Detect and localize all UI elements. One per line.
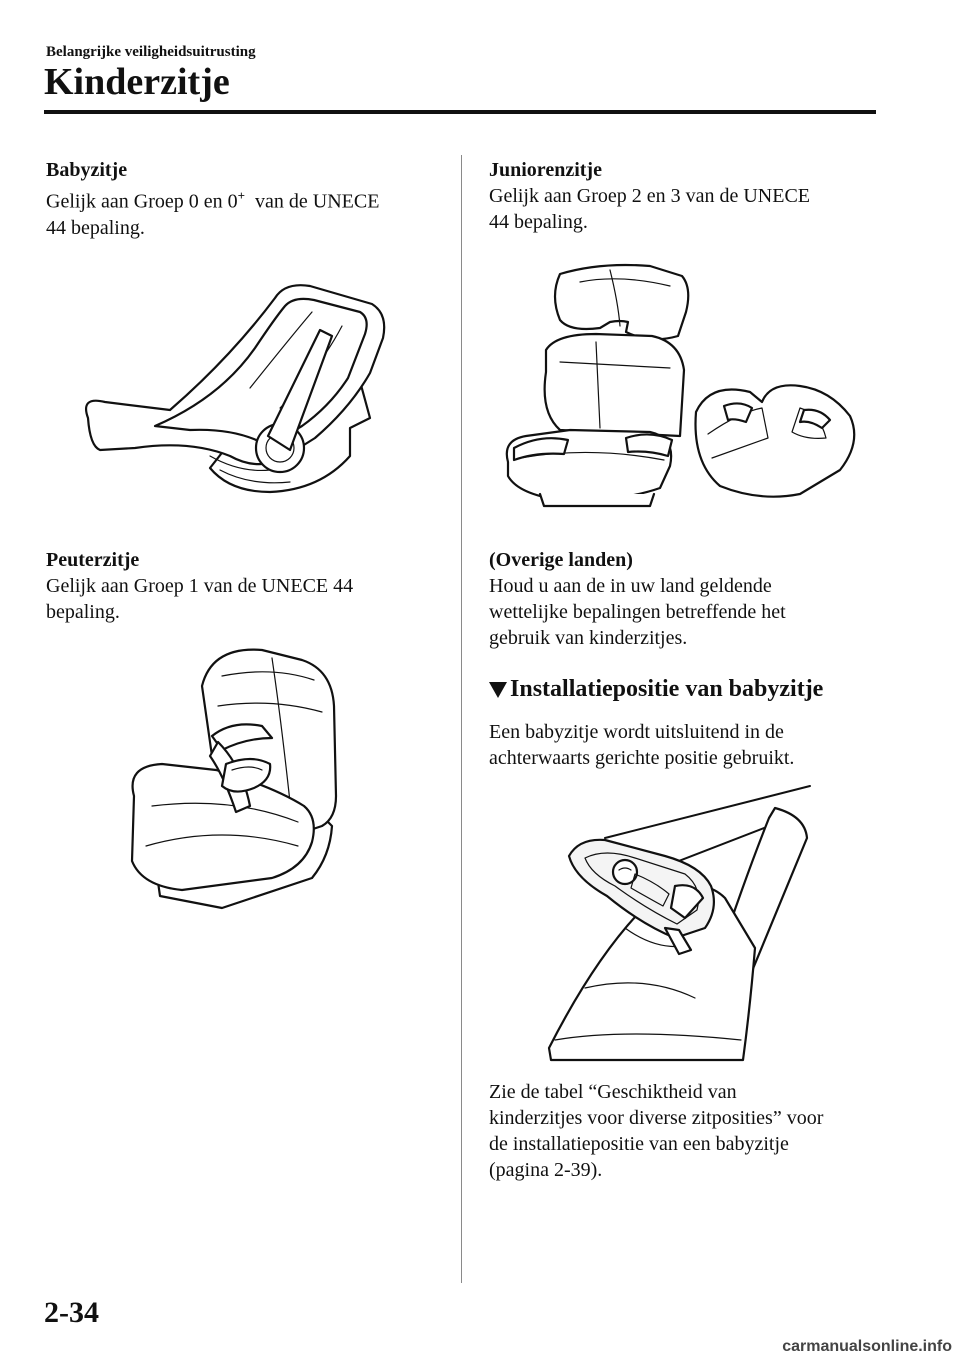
other-countries-description bbox=[489, 573, 889, 651]
baby-seat-description bbox=[46, 183, 446, 241]
other-countries-line-2: wettelijke bepalingen betreffende het bbox=[489, 601, 786, 623]
installation-line-1: Een babyzitje wordt uitsluitend in de bbox=[489, 721, 784, 743]
other-countries-line-1: Houd u aan de in uw land geldende bbox=[489, 575, 772, 597]
junior-seat-description bbox=[489, 183, 889, 235]
reference-line-1: Zie de tabel “Geschiktheid van bbox=[489, 1081, 737, 1103]
other-countries-heading: (Overige landen) bbox=[489, 549, 633, 571]
other-countries-line-3: gebruik van kinderzitjes. bbox=[489, 627, 688, 649]
page-title: Kinderzitje bbox=[44, 61, 230, 103]
junior-seat-heading: Juniorenzitje bbox=[489, 159, 602, 181]
installation-section-heading bbox=[489, 674, 889, 704]
installation-description bbox=[489, 719, 889, 771]
toddler-seat-illustration bbox=[122, 646, 352, 916]
toddler-seat-heading: Peuterzitje bbox=[46, 549, 140, 571]
toddler-seat-line-2: bepaling. bbox=[46, 601, 120, 623]
watermark: carmanualsonline.info bbox=[782, 1338, 952, 1355]
junior-seat-line-1: Gelijk aan Groep 2 en 3 van de UNECE bbox=[489, 185, 811, 207]
superscript-plus: + bbox=[237, 188, 246, 203]
reference-line-2: kinderzitjes voor diverse zitposities” voor bbox=[489, 1107, 824, 1129]
junior-seat-illustration bbox=[500, 262, 860, 512]
installation-line-2: achterwaarts gerichte positie gebruikt. bbox=[489, 747, 795, 769]
reference-line-4: (pagina 2-39). bbox=[489, 1159, 603, 1181]
column-divider bbox=[461, 155, 462, 1283]
header-rule bbox=[44, 110, 876, 114]
breadcrumb: Belangrijke veiligheidsuitrusting bbox=[46, 44, 256, 60]
reference-line-3: de installatiepositie van een babyzitje bbox=[489, 1133, 789, 1155]
reference-paragraph bbox=[489, 1079, 889, 1183]
page-number: 2-34 bbox=[44, 1296, 99, 1329]
infant-seat-illustration bbox=[80, 278, 400, 503]
rearward-facing-installation-illustration bbox=[545, 778, 825, 1063]
junior-seat-line-2: 44 bepaling. bbox=[489, 211, 588, 233]
installation-heading-text: Installatiepositie van babyzitje bbox=[510, 676, 824, 702]
toddler-seat-line-1: Gelijk aan Groep 1 van de UNECE 44 bbox=[46, 575, 354, 597]
baby-seat-heading: Babyzitje bbox=[46, 159, 128, 181]
baby-seat-line-1: Gelijk aan Groep 0 en 0+ van de UNECE bbox=[46, 188, 380, 213]
triangle-down-icon bbox=[489, 682, 507, 698]
toddler-seat-description bbox=[46, 573, 446, 625]
baby-seat-line-2: 44 bepaling. bbox=[46, 216, 145, 239]
